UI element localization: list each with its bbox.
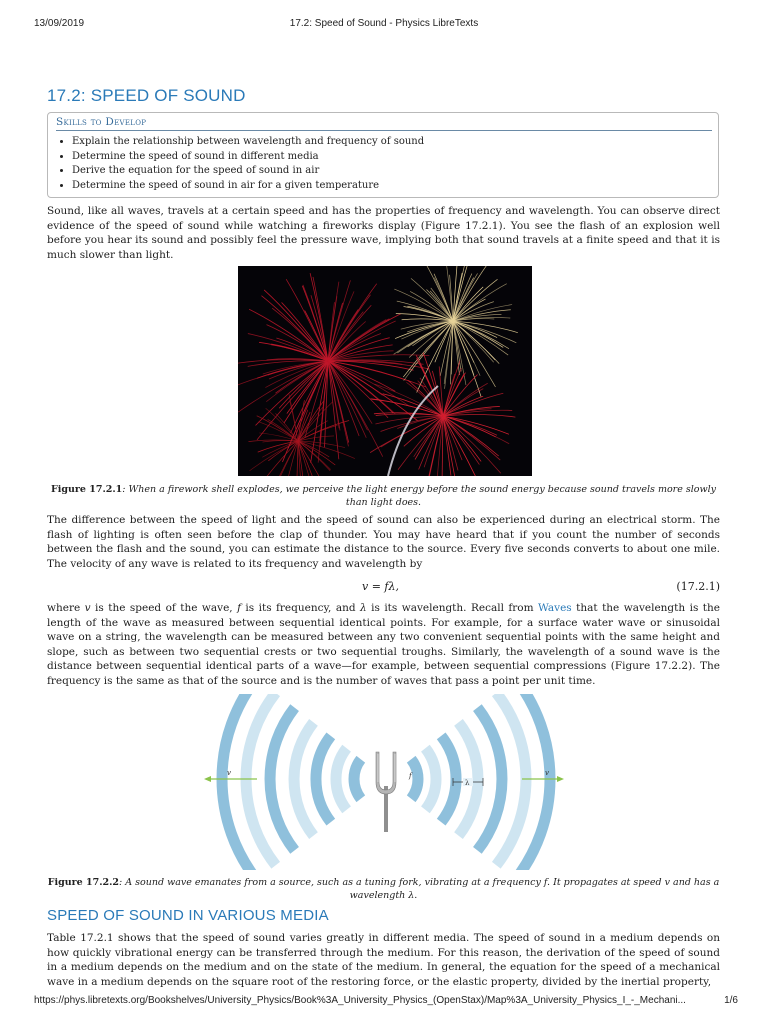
var-lambda: λ (360, 602, 367, 614)
fireworks-image (238, 266, 532, 476)
wave-front (336, 748, 347, 810)
text-run: where (47, 602, 85, 614)
wave-front (441, 736, 456, 822)
firework-burst-red-right (370, 353, 515, 476)
skill-item: • Determine the speed of sound in air for a given temperature (72, 179, 424, 194)
wave-front (425, 748, 436, 810)
skills-list (58, 135, 424, 194)
tuning-fork-icon (376, 752, 396, 832)
skill-item: • Explain the relationship between wavelength and frequency of sound (72, 135, 424, 150)
frequency-label: f (409, 772, 412, 780)
intro-paragraph: Sound, like all waves, travels at a certain speed and has the properties of frequency and wavelength. You can observe direct evidence of the speed of sound while watching a fireworks display (Figure 17.2.1). You see the flash of an explosion well before you hear its sound and possibly feel the pressure wave, implying both that sound travels at a finite speed and that it is much slower than light. (47, 205, 720, 261)
wavelength-label: λ (465, 779, 470, 787)
skills-box (47, 112, 719, 198)
wave-front (411, 759, 418, 798)
firework-burst-red-low (248, 394, 354, 476)
figure1-caption-text: : When a firework shell explodes, we perceive the light energy before the sound energy because sound travels more slowly than light does. (122, 484, 717, 508)
figure1-label: Figure 17.2.1 (50, 484, 123, 495)
section-heading: SPEED OF SOUND IN VARIOUS MEDIA (47, 907, 329, 924)
equation-number: (17.2.1) (676, 580, 720, 593)
footer-url: https://phys.libretexts.org/Bookshelves/University_Physics/Book%3A_University_Physics_(OpenStax)/Map%3A_University_Physics_I_-_Mechani... (34, 995, 686, 1006)
lightning-paragraph: The difference between the speed of light and the speed of sound can also be experienced during an electrical storm. The flash of lighting is often seen before the clap of thunder. You may have heard that if you count the number of seconds between the flash and the sound, you can estimate the distance to the source. Every five seconds converts to about one mile. The velocity of any wave is related to its frequency and wavelength by (47, 514, 720, 570)
tuning-fork-figure (200, 694, 568, 870)
sound-waves-left (222, 694, 361, 870)
velocity-label-left: v (227, 769, 231, 777)
wave-front (354, 759, 361, 798)
wave-front (316, 736, 331, 822)
skill-item: • Determine the speed of sound in different media (72, 150, 424, 165)
text-run: is its wavelength. Recall from (366, 602, 539, 614)
wave-front (515, 694, 550, 870)
text-run: is the speed of the wave, (90, 602, 238, 614)
figure2-caption (47, 876, 720, 902)
media-paragraph: Table 17.2.1 shows that the speed of sound varies greatly in different media. The speed of sound in a medium depends on how quickly vibrational energy can be transferred through the medium. For this reason, the derivation of the speed of sound in a medium depends on the medium and on the state of the medium. In general, the equation for the speed of a mechanical wave in a medium depends on the square root of the restoring force, or the elastic property, divided by the inertial property, (47, 932, 720, 988)
text-run: that the wavelength is the length of the wave as measured between sequential identical points. For example, for a surface water wave or sinusoidal wave on a string, the wavelength can be measured between any two convenient sequential points with the same height and slope, such as between two sequential crests or two sequential troughs. Similarly, the wavelength of a sound wave is the distance between sequential identical parts of a wave—for example, between sequential compressions (Figure 17.2.2). The frequency is the same as that of the source and is the number of waves that pass a point per unit time. (47, 602, 720, 687)
firework-burst-gold (394, 266, 518, 397)
print-date: 13/09/2019 (34, 18, 85, 29)
print-page-title: 17.2: Speed of Sound - Physics LibreTexts (289, 18, 479, 29)
var-f: f (237, 602, 241, 614)
page-title: 17.2: SPEED OF SOUND (47, 86, 246, 105)
wave-equation: v = fλ, (362, 580, 399, 593)
var-v: v (84, 602, 91, 614)
waves-link[interactable]: Waves (538, 602, 572, 614)
page-number: 1/6 (724, 995, 738, 1006)
wave-front (222, 694, 257, 870)
figure2-label: Figure 17.2.2 (47, 877, 120, 888)
text-run: is its frequency, and (240, 602, 361, 614)
figure2-caption-text: : A sound wave emanates from a source, such as a tuning fork, vibrating at a frequency f. It propagates at speed v and has a wavelength λ. (119, 877, 720, 901)
skill-item: • Derive the equation for the speed of sound in air (72, 164, 424, 179)
wavelength-paragraph (47, 601, 720, 689)
velocity-label-right: v (545, 769, 549, 777)
skills-title: Skills to Develop (56, 116, 712, 131)
figure1-caption (47, 483, 720, 509)
